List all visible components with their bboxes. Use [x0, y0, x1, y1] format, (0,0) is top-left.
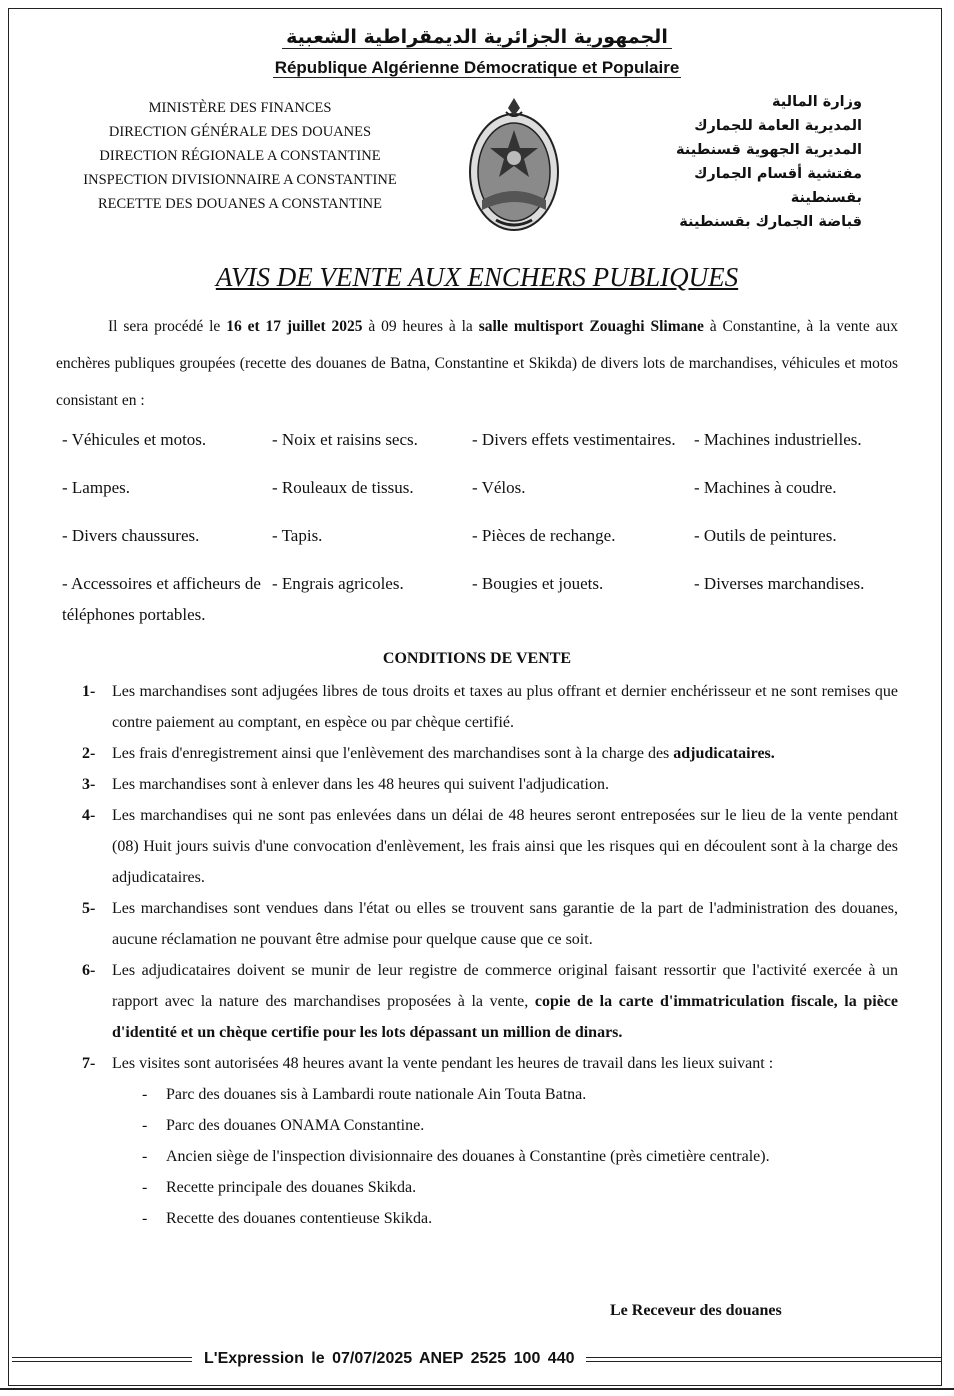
lot-item: - Outils de peintures.: [694, 526, 837, 545]
condition-text: Les visites sont autorisées 48 heures avant la vente pendant les heures de travail dans les lieux suivant :: [112, 1055, 774, 1072]
arabic-republic-title: الجمهورية الجزائرية الديمقراطية الشعبية: [0, 26, 954, 48]
lot-item: - Pièces de rechange.: [472, 526, 616, 545]
condition-item: [82, 1048, 898, 1079]
right-administration-header-arabic: [622, 90, 862, 234]
conditions-title: CONDITIONS DE VENTE: [382, 650, 572, 667]
right-header-line: قباضة الجمارك بقسنطينة: [679, 214, 862, 230]
lot-item: - Tapis.: [272, 526, 323, 545]
condition-text: Les marchandises sont vendues dans l'état ou elles se trouvent sans garantie de la part de l'administration des douanes, aucune réclamation ne pouvant être admise pour quelque cause que ce soit.: [112, 900, 898, 948]
condition-number: 4-: [82, 807, 96, 824]
visit-site-item: - Parc des douanes sis à Lambardi route nationale Ain Touta Batna.: [142, 1086, 587, 1103]
condition-number: 5-: [82, 900, 96, 917]
lot-item: - Machines industrielles.: [694, 430, 862, 449]
left-header-line: DIRECTION RÉGIONALE A CONSTANTINE: [99, 148, 381, 164]
lot-item: - Noix et raisins secs.: [272, 430, 418, 449]
condition-number: 3-: [82, 776, 96, 793]
lot-item: - Rouleaux de tissus.: [272, 478, 414, 497]
lots-row: [62, 520, 912, 568]
lots-row: [62, 568, 912, 630]
visit-site-item: - Recette des douanes contentieuse Skikda.: [142, 1210, 433, 1227]
footer-rule: [586, 1357, 942, 1362]
lot-item: - Engrais agricoles.: [272, 574, 404, 593]
condition-number: 1-: [82, 683, 96, 700]
publication-info: L'Expression le 07/07/2025 ANEP 2525 100 440: [204, 1350, 575, 1367]
algerian-customs-emblem-icon: [458, 90, 570, 240]
condition-text: Les marchandises sont à enlever dans les 48 heures qui suivent l'adjudication.: [112, 776, 609, 793]
condition-item: [82, 676, 898, 738]
lot-item: - Diverses marchandises.: [694, 574, 865, 593]
condition-text: Les marchandises sont adjugées libres de tous droits et taxes au plus offrant et dernier enchérisseur et ne sont remises que contre paiement au comptant, en espèce ou par chèque certifié.: [112, 683, 898, 731]
lot-item: - Vélos.: [472, 478, 526, 497]
visit-site-item: - Parc des douanes ONAMA Constantine.: [142, 1117, 425, 1134]
left-header-line: MINISTÈRE DES FINANCES: [148, 100, 332, 116]
right-header-line: المديرية العامة للجمارك: [694, 118, 862, 134]
lot-item: - Lampes.: [62, 478, 130, 497]
intro-paragraph: Il sera procédé le 16 et 17 juillet 2025 à 09 heures à la salle multisport Zouaghi Slimane à Constantine, à la vente aux enchères publiques groupées (recette des douanes de Batna, Constantine et Skikda) de divers lots de marchandises, véhicules et motos consistant en :: [56, 318, 898, 409]
lot-item: - Accessoires et afficheurs de téléphones portables.: [62, 574, 261, 624]
condition-item: [82, 955, 898, 1048]
notice-title: AVIS DE VENTE AUX ENCHERS PUBLIQUES: [215, 262, 739, 292]
lot-item: - Divers effets vestimentaires.: [472, 430, 676, 449]
left-header-line: INSPECTION DIVISIONNAIRE A CONSTANTINE: [83, 172, 397, 188]
visit-site-item: - Ancien siège de l'inspection divisionnaire des douanes à Constantine (près cimetière centrale).: [142, 1148, 770, 1165]
signature: Le Receveur des douanes: [610, 1302, 782, 1319]
lot-item: - Véhicules et motos.: [62, 430, 207, 449]
french-republic-title: République Algérienne Démocratique et Populaire: [274, 58, 680, 77]
lots-row: [62, 424, 912, 472]
condition-number: 6-: [82, 962, 96, 979]
conditions-list: [82, 676, 898, 1234]
condition-item: [82, 738, 898, 769]
condition-text: Les adjudicataires doivent se munir de leur registre de commerce original faisant ressortir que l'activité exercée à un rapport avec la nature des marchandises proposées à la vente, copie de la carte d'immatriculation fiscale, la pièce d'identité et un chèque certifie pour les lots dépassant un million de dinars.: [112, 962, 899, 1041]
visit-site-item: - Recette principale des douanes Skikda.: [142, 1179, 417, 1196]
left-header-line: DIRECTION GÉNÉRALE DES DOUANES: [108, 124, 372, 140]
sale-venue: salle multisport Zouaghi Slimane: [478, 318, 704, 335]
publication-footer: [12, 1346, 942, 1372]
right-header-line: مفتشية أقسام الجمارك بقسنطينة: [694, 166, 862, 206]
lot-item: - Divers chaussures.: [62, 526, 200, 545]
condition-number: 2-: [82, 745, 96, 762]
footer-rule: [12, 1357, 192, 1362]
lots-list: [62, 424, 912, 630]
condition-item: [82, 800, 898, 893]
lot-item: - Machines à coudre.: [694, 478, 837, 497]
condition-number: 7-: [82, 1055, 96, 1072]
left-header-line: RECETTE DES DOUANES A CONSTANTINE: [97, 196, 382, 212]
condition-item: [82, 769, 898, 800]
lots-row: [62, 472, 912, 520]
lot-item: - Bougies et jouets.: [472, 574, 604, 593]
condition-item: [82, 893, 898, 955]
sale-dates: 16 et 17 juillet 2025: [226, 318, 363, 335]
right-header-line: المديرية الجهوية قسنطينة: [675, 142, 862, 158]
condition-text: Les marchandises qui ne sont pas enlevées dans un délai de 48 heures seront entreposées sur le lieu de la vente pendant (08) Huit jours suivis d'une convocation d'enlèvement, les frais ainsi que les risques qui en découlent sont à la charge des adjudicataires.: [112, 807, 898, 886]
condition-text: Les frais d'enregistrement ainsi que l'enlèvement des marchandises sont à la charge des adjudicataires.: [112, 745, 775, 762]
visit-sites-list: [142, 1079, 898, 1234]
right-header-line: وزارة المالية: [771, 94, 862, 110]
left-administration-header: [60, 96, 420, 216]
bottom-divider: [0, 1388, 954, 1390]
